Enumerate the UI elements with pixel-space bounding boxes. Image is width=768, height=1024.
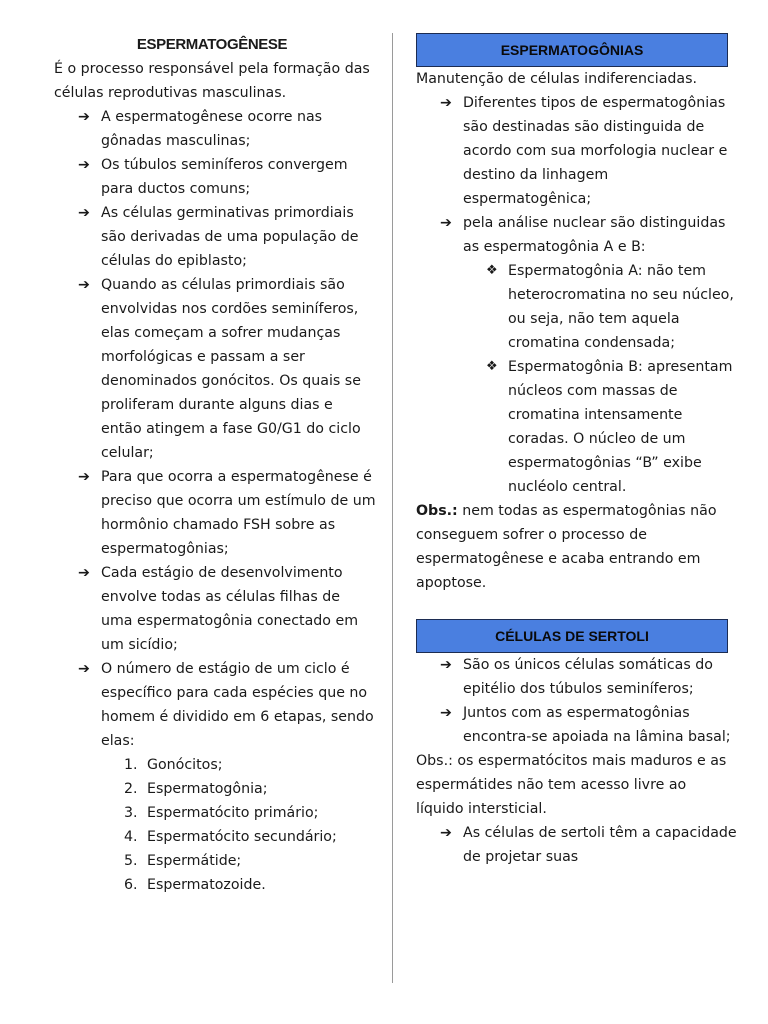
obs-label: Obs.:	[416, 503, 458, 519]
list-item: ➔ Cada estágio de desenvolvimento envolve todas as células filhas de uma espermatogônia conectado em um sicídio;	[54, 561, 376, 657]
list-item: 4. Espermatócito secundário;	[124, 829, 337, 845]
list-item: ➔ São os únicos células somáticas do epitélio dos túbulos seminíferos;	[416, 653, 738, 701]
section-header-espermatogonias: ESPERMATOGÔNIAS	[416, 33, 728, 67]
arrow-icon: ➔	[78, 277, 90, 293]
arrow-icon: ➔	[440, 215, 452, 231]
obs-paragraph: Obs.: nem todas as espermatogônias não conseguem sofrer o processo de espermatogênese e acaba entrando em apoptose.	[416, 503, 717, 591]
right-column	[416, 33, 738, 869]
list-item: ❖ Espermatogônia A: não tem heterocromatina no seu núcleo, ou seja, não tem aquela cromatina condensada;	[416, 259, 738, 355]
sertoli-bullet-list	[416, 653, 738, 749]
page-title: ESPERMATOGÊNESE	[136, 36, 288, 53]
stages-numbered-list	[54, 753, 376, 897]
arrow-icon: ➔	[440, 657, 452, 673]
section-header-sertoli: CÉLULAS DE SERTOLI	[416, 619, 728, 653]
list-item: ➔ Quando as células primordiais são envolvidas nos cordões seminíferos, elas começam a sofrer mudanças morfológicas e passam a ser denominados gonócitos. Os quais se proliferam durante alguns dias e então atingem a fase G0/G1 do ciclo celular;	[54, 273, 376, 465]
list-item: ➔ Juntos com as espermatogônias encontra-se apoiada na lâmina basal;	[416, 701, 738, 749]
arrow-icon: ➔	[440, 95, 452, 111]
list-item: ➔ Diferentes tipos de espermatogônias são destinadas são distinguida de acordo com sua morfologia nuclear e destino da linhagem espermatogênica;	[416, 91, 738, 211]
arrow-icon: ➔	[440, 825, 452, 841]
espermatogonias-bullet-list	[416, 91, 738, 259]
left-column	[54, 33, 376, 897]
list-item: 2. Espermatogônia;	[124, 781, 268, 797]
list-item: ➔ O número de estágio de um ciclo é específico para cada espécies que no homem é dividido em 6 etapas, sendo elas:	[54, 657, 376, 753]
arrow-icon: ➔	[78, 109, 90, 125]
arrow-icon: ➔	[78, 661, 90, 677]
espermatogonia-types-list	[416, 259, 738, 499]
list-item: ➔ pela análise nuclear são distinguidas as espermatogônia A e B:	[416, 211, 738, 259]
list-item: ➔ As células germinativas primordiais são derivadas de uma população de células do epiblasto;	[54, 201, 376, 273]
list-item: 3. Espermatócito primário;	[124, 805, 319, 821]
sertoli-bullet-list-2	[416, 821, 738, 869]
diamond-icon: ❖	[486, 263, 498, 278]
column-divider	[392, 33, 393, 983]
arrow-icon: ➔	[78, 469, 90, 485]
arrow-icon: ➔	[78, 157, 90, 173]
list-item: 1. Gonócitos;	[124, 757, 223, 773]
espermatogenese-bullet-list	[54, 105, 376, 753]
arrow-icon: ➔	[440, 705, 452, 721]
list-item: ➔ A espermatogênese ocorre nas gônadas masculinas;	[54, 105, 376, 153]
list-item: ➔ As células de sertoli têm a capacidade de projetar suas	[416, 821, 738, 869]
diamond-icon: ❖	[486, 359, 498, 374]
list-item: 5. Espermátide;	[124, 853, 242, 869]
section-intro: Manutenção de células indiferenciadas.	[416, 71, 698, 87]
list-item: 6. Espermatozoide.	[124, 877, 266, 893]
list-item: ❖ Espermatogônia B: apresentam núcleos com massas de cromatina intensamente coradas. O núcleo de um espermatogônias “B” exibe nucléolo central.	[416, 355, 738, 499]
arrow-icon: ➔	[78, 205, 90, 221]
list-item: ➔ Para que ocorra a espermatogênese é preciso que ocorra um estímulo de um hormônio chamado FSH sobre as espermatogônias;	[54, 465, 376, 561]
obs-paragraph-sertoli: Obs.: os espermatócitos mais maduros e as espermátides não tem acesso livre ao líquido intersticial.	[416, 753, 727, 817]
arrow-icon: ➔	[78, 565, 90, 581]
intro-paragraph: É o processo responsável pela formação das células reprodutivas masculinas.	[54, 61, 370, 101]
list-item: ➔ Os túbulos seminíferos convergem para ductos comuns;	[54, 153, 376, 201]
